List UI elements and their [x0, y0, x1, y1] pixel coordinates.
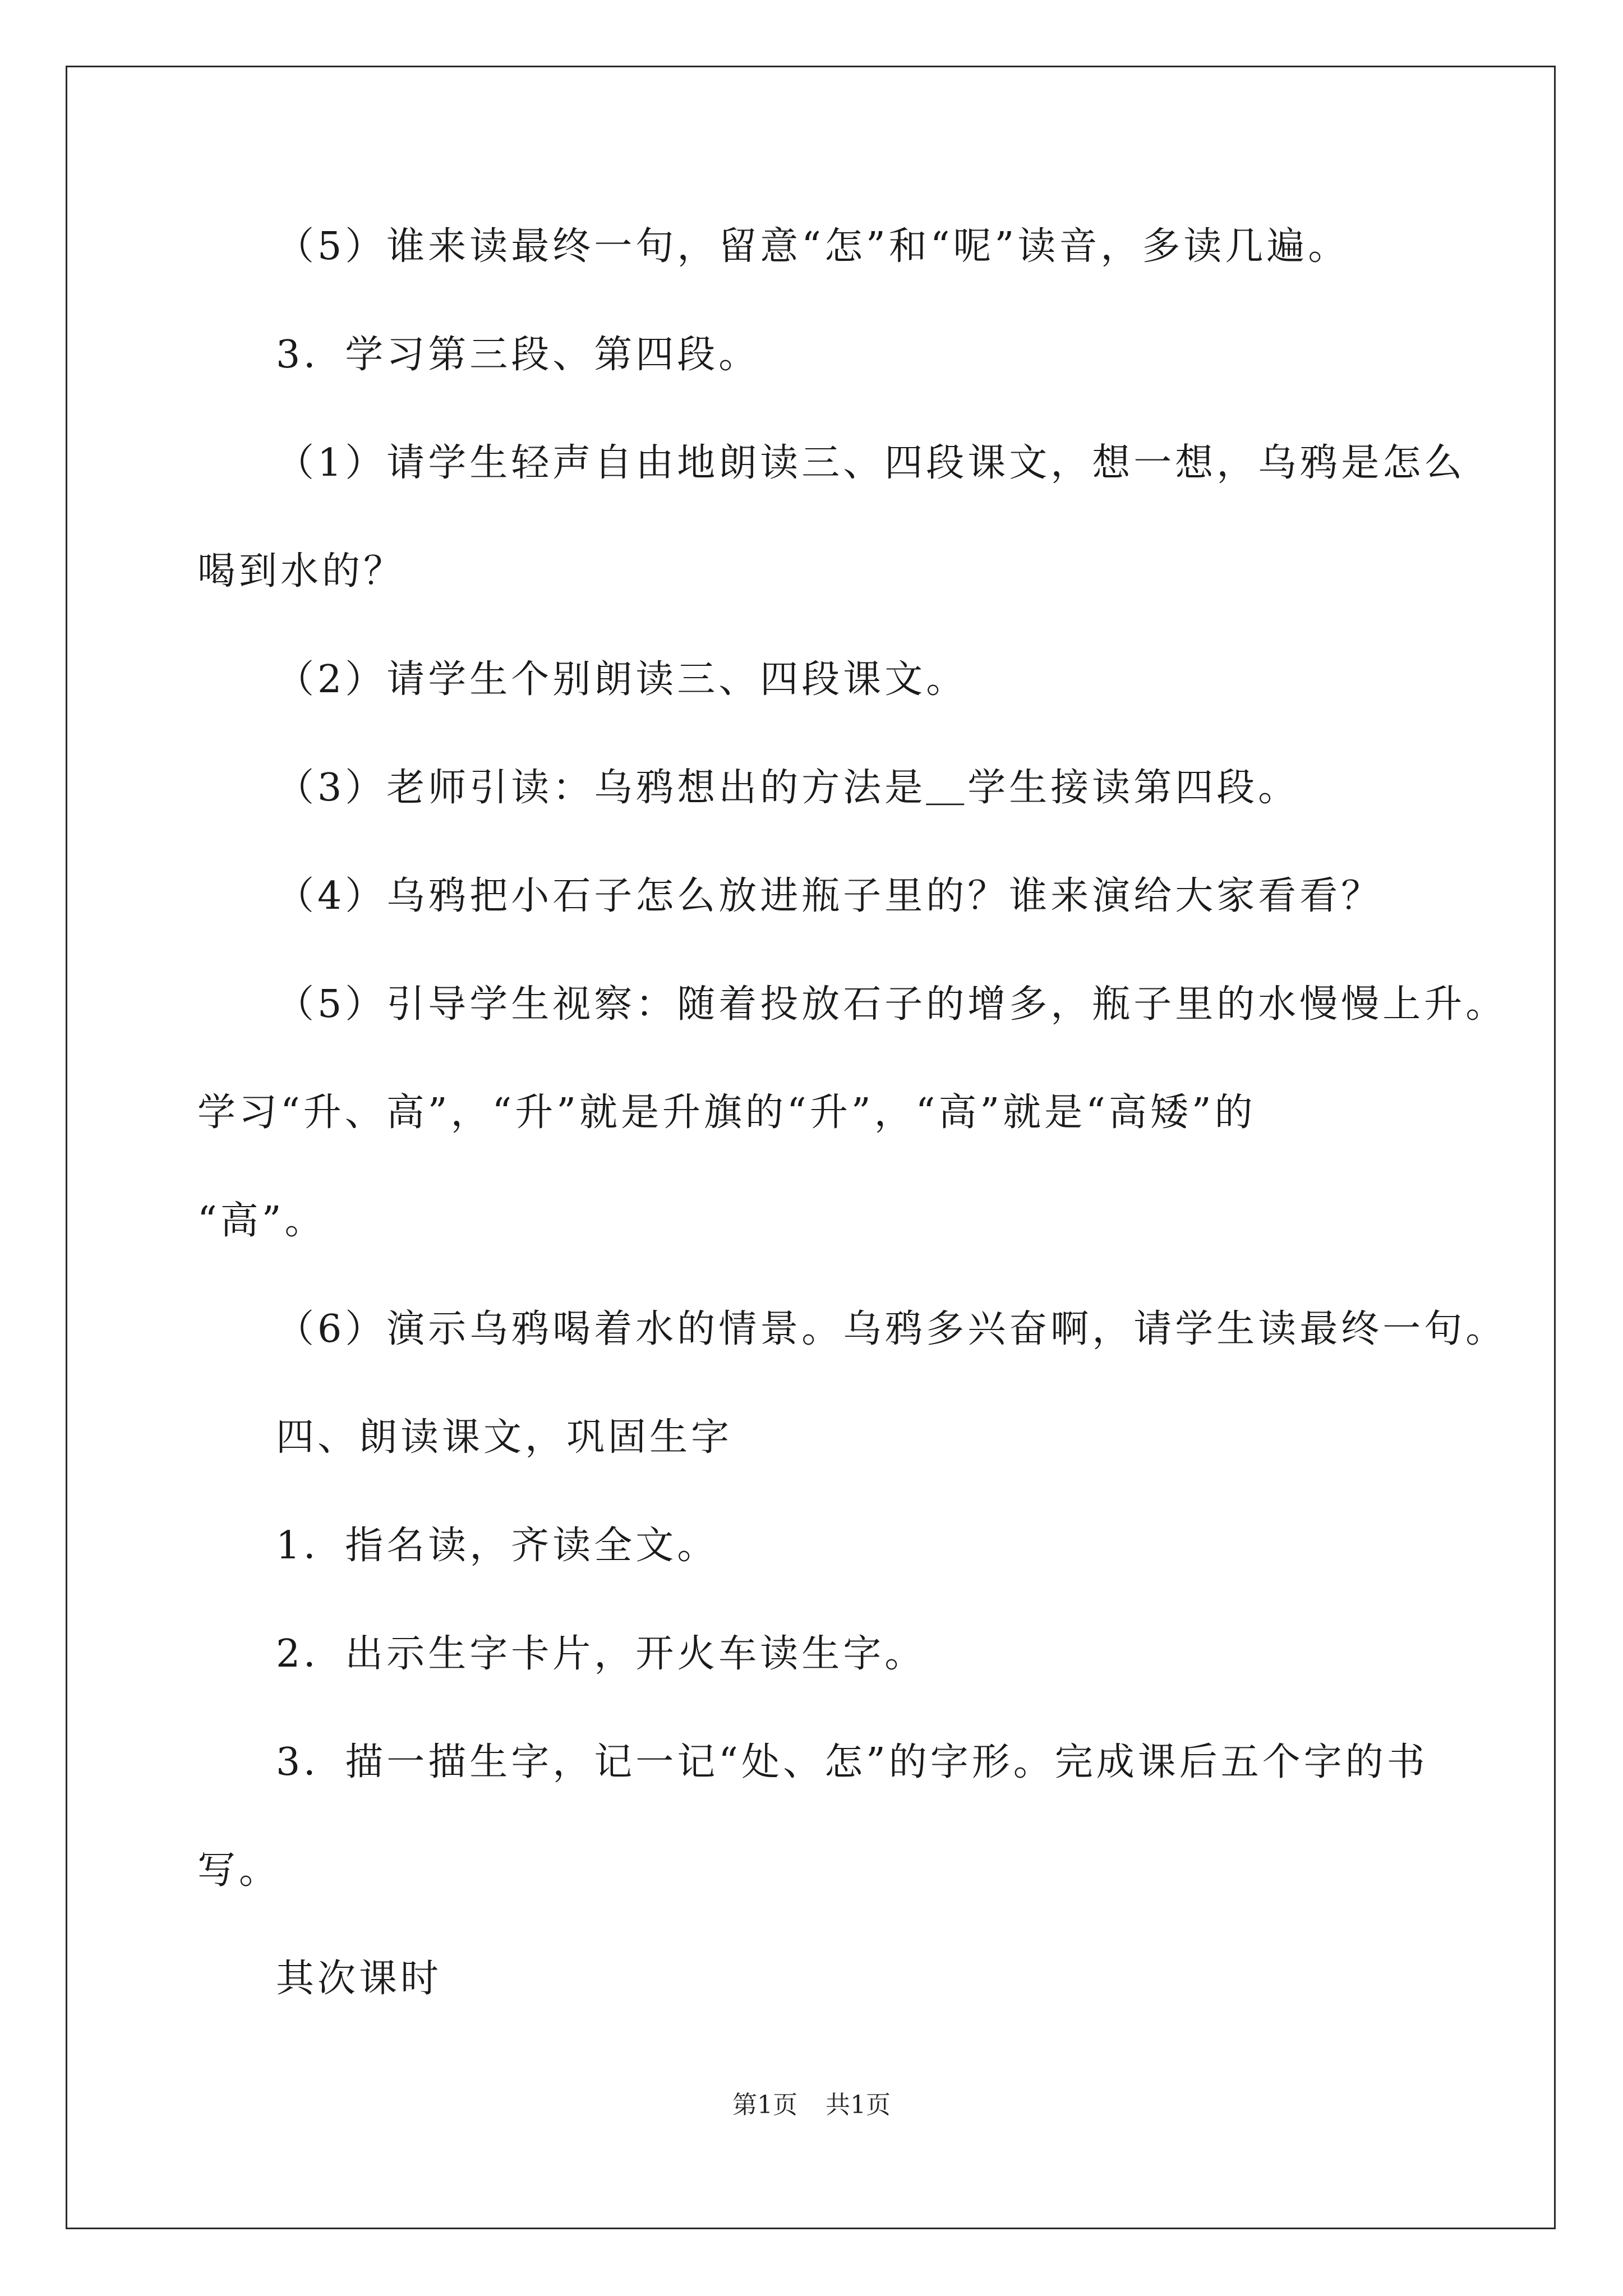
paragraph-line: 写。 [197, 1848, 281, 1893]
paragraph-line: 1．指名读，齐读全文。 [276, 1524, 719, 1568]
current-page-label: 第1页 [732, 2091, 797, 2119]
total-pages-label: 共1页 [826, 2091, 891, 2119]
paragraph-line: （6）演示乌鸦喝着水的情景。乌鸦多兴奋啊，请学生读最终一句。 [276, 1307, 1507, 1351]
page-border [66, 66, 1556, 2229]
paragraph-line: （5）引导学生视察：随着投放石子的增多，瓶子里的水慢慢上升。 [276, 982, 1507, 1027]
paragraph-line: （3）老师引读：乌鸦想出的方法是＿学生接读第四段。 [276, 766, 1300, 810]
section-heading: 其次课时 [276, 1957, 442, 2001]
paragraph-line: （1）请学生轻声自由地朗读三、四段课文，想一想，乌鸦是怎么 [276, 441, 1466, 485]
paragraph-line: 3．学习第三段、第四段。 [276, 333, 760, 377]
paragraph-line: 喝到水的？ [197, 549, 405, 593]
section-heading: 四、朗读课文，巩固生字 [276, 1415, 733, 1460]
paragraph-line: “高”。 [197, 1199, 326, 1243]
paragraph-line: 学习“升、高”，“升”就是升旗的“升”，“高”就是“高矮”的 [197, 1091, 1256, 1135]
paragraph-line: （5）谁来读最终一句，留意“怎”和“呢”读音，多读几遍。 [276, 224, 1350, 269]
page-footer [0, 2090, 1623, 2121]
paragraph-line: 3．描一描生字，记一记“处、怎”的字形。完成课后五个字的书 [276, 1740, 1428, 1784]
paragraph-line: （2）请学生个别朗读三、四段课文。 [276, 657, 968, 702]
paragraph-line: （4）乌鸦把小石子怎么放进瓶子里的？谁来演给大家看看？ [276, 874, 1383, 918]
paragraph-line: 2．出示生字卡片，开火车读生字。 [276, 1632, 926, 1676]
